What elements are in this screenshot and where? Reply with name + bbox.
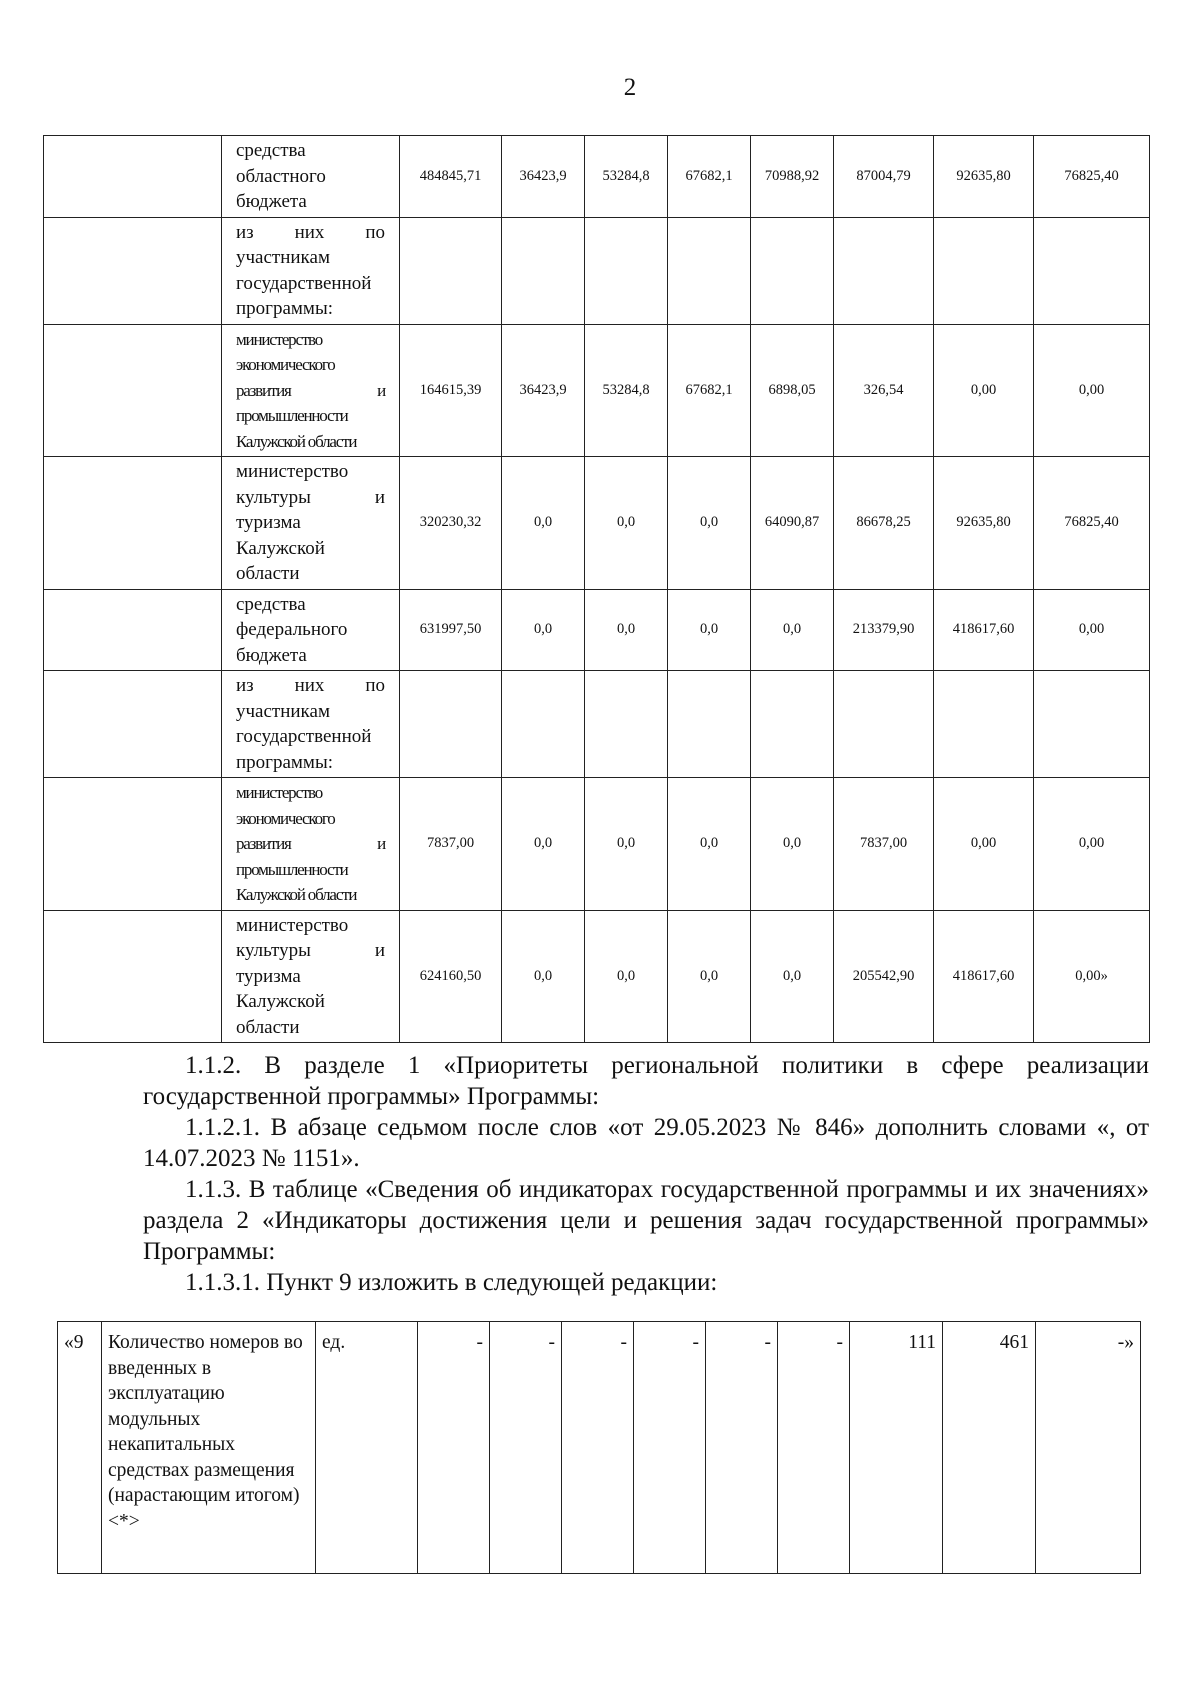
finance-value: 0,0 <box>585 910 668 1043</box>
finance-value: 418617,60 <box>934 589 1034 671</box>
finance-row-label-line: культуры и <box>236 486 385 508</box>
finance-empty-cell <box>44 671 222 778</box>
finance-row-label-line: средства <box>236 593 306 615</box>
finance-row-label-line: бюджета <box>236 644 307 666</box>
finance-value <box>502 217 585 324</box>
finance-empty-cell <box>44 778 222 911</box>
finance-row-label <box>222 589 400 671</box>
finance-value: 53284,8 <box>585 136 668 218</box>
finance-row <box>44 324 1150 457</box>
finance-value <box>585 217 668 324</box>
finance-value: 6898,05 <box>751 324 834 457</box>
finance-value: 0,0 <box>585 778 668 911</box>
finance-row <box>44 671 1150 778</box>
indicator-table <box>57 1321 1141 1574</box>
finance-row-label-line: средства <box>236 140 306 161</box>
finance-value: 87004,79 <box>834 136 934 218</box>
finance-value: 0,0 <box>585 457 668 590</box>
finance-row-label-line: государственной <box>236 726 372 747</box>
indicator-value: - <box>418 1322 490 1574</box>
finance-empty-cell <box>44 589 222 671</box>
finance-empty-cell <box>44 457 222 590</box>
finance-value: 0,0 <box>668 589 751 671</box>
finance-value <box>1034 217 1150 324</box>
finance-value <box>400 671 502 778</box>
finance-value <box>834 671 934 778</box>
finance-row-label-line: федерального <box>236 619 348 640</box>
indicator-value: 111 <box>850 1322 943 1574</box>
finance-value: 624160,50 <box>400 910 502 1043</box>
finance-value: 0,00 <box>934 778 1034 911</box>
finance-value: 92635,80 <box>934 136 1034 218</box>
finance-value: 631997,50 <box>400 589 502 671</box>
finance-row-label-line: программы: <box>236 751 333 773</box>
finance-row <box>44 457 1150 590</box>
finance-value: 484845,71 <box>400 136 502 218</box>
finance-row-label <box>222 324 400 457</box>
finance-row-label-line: промышленности <box>236 859 348 879</box>
finance-value: 0,0 <box>668 910 751 1043</box>
indicator-number: «9 <box>58 1322 102 1574</box>
finance-row-label <box>222 671 400 778</box>
finance-value <box>751 671 834 778</box>
finance-row-label-line: из них по <box>236 221 385 243</box>
indicator-row-9 <box>58 1322 1141 1574</box>
finance-value: 0,00 <box>934 324 1034 457</box>
finance-empty-cell <box>44 217 222 324</box>
indicator-value: - <box>706 1322 778 1574</box>
finance-empty-cell <box>44 136 222 218</box>
finance-value: 0,0 <box>668 457 751 590</box>
finance-value: 76825,40 <box>1034 136 1150 218</box>
finance-value <box>668 671 751 778</box>
finance-row <box>44 778 1150 911</box>
indicator-value: - <box>490 1322 562 1574</box>
finance-row-label-line: промышленности <box>236 406 348 425</box>
finance-row-label-line: министерство <box>236 783 323 802</box>
finance-value: 7837,00 <box>834 778 934 911</box>
finance-row <box>44 589 1150 671</box>
finance-row-label-line: экономического <box>236 808 335 828</box>
indicator-value: - <box>778 1322 850 1574</box>
finance-value <box>502 671 585 778</box>
finance-value: 0,0 <box>502 457 585 590</box>
finance-row-label-line: областного <box>236 165 326 187</box>
finance-row-label-line: участникам <box>236 700 330 722</box>
finance-value: 0,0 <box>751 778 834 911</box>
finance-row-label-line: Калужской <box>236 537 325 559</box>
paragraph-1-1-3-1: 1.1.3.1. Пункт 9 изложить в следующей редакции: <box>185 1269 718 1296</box>
indicator-value: - <box>562 1322 634 1574</box>
finance-row-label-line: бюджета <box>236 191 307 212</box>
paragraph-1-1-3: 1.1.3. В таблице «Сведения об индикаторах государственной программы и их значениях» раздела 2 «Индикаторы достижения цели и решения задач государственной программы» Программы: <box>143 1176 1149 1265</box>
finance-row-label-line: развития и <box>236 380 385 400</box>
finance-table <box>43 135 1150 1043</box>
finance-row-label-line: министерство <box>236 461 349 482</box>
finance-row-label-line: области <box>236 563 300 584</box>
finance-value: 53284,8 <box>585 324 668 457</box>
finance-row-label-line: государственной <box>236 272 372 294</box>
finance-value: 64090,87 <box>751 457 834 590</box>
indicator-value: 461 <box>943 1322 1036 1574</box>
finance-row <box>44 910 1150 1043</box>
finance-row-label <box>222 457 400 590</box>
finance-row-label <box>222 778 400 911</box>
finance-empty-cell <box>44 324 222 457</box>
finance-empty-cell <box>44 910 222 1043</box>
finance-value <box>834 217 934 324</box>
finance-value: 76825,40 <box>1034 457 1150 590</box>
finance-row-label-line: программы: <box>236 298 333 319</box>
finance-value <box>751 217 834 324</box>
finance-value <box>934 217 1034 324</box>
indicator-value: -» <box>1036 1322 1141 1574</box>
paragraph-1-1-2-1: 1.1.2.1. В абзаце седьмом после слов «от 29.05.2023 № 846» дополнить словами «, от 14.07.2023 № 1151». <box>143 1114 1149 1172</box>
finance-row-label-line: туризма <box>236 512 301 533</box>
finance-value: 0,0 <box>502 778 585 911</box>
finance-value <box>934 671 1034 778</box>
finance-value: 0,00 <box>1034 324 1150 457</box>
finance-value: 0,0 <box>502 910 585 1043</box>
finance-value: 36423,9 <box>502 136 585 218</box>
finance-value: 36423,9 <box>502 324 585 457</box>
indicator-unit: ед. <box>316 1322 418 1574</box>
finance-row-label-line: из них по <box>236 675 385 696</box>
finance-value: 205542,90 <box>834 910 934 1043</box>
finance-row-label-line: министерство <box>236 329 323 349</box>
finance-value: 67682,1 <box>668 136 751 218</box>
finance-value: 0,0 <box>751 910 834 1043</box>
finance-value: 326,54 <box>834 324 934 457</box>
finance-value: 7837,00 <box>400 778 502 911</box>
finance-row-label-line: туризма <box>236 965 301 987</box>
finance-row-label-line: развития и <box>236 834 385 853</box>
finance-value: 0,0 <box>502 589 585 671</box>
finance-row <box>44 136 1150 218</box>
finance-value <box>400 217 502 324</box>
paragraph-1-1-2: 1.1.2. В разделе 1 «Приоритеты региональной политики в сфере реализации государственной программы» Программы: <box>143 1052 1149 1110</box>
finance-value <box>1034 671 1150 778</box>
indicator-name: Количество номеров во введенных в эксплуатацию модульных некапитальных средствах размещения (нарастающим итогом) <*> <box>102 1322 316 1574</box>
finance-row-label <box>222 136 400 218</box>
finance-row-label-line: Калужской <box>236 991 325 1012</box>
finance-value: 0,00 <box>1034 778 1150 911</box>
finance-row-label <box>222 217 400 324</box>
finance-value: 0,0 <box>585 589 668 671</box>
finance-value: 92635,80 <box>934 457 1034 590</box>
page-number: 2 <box>623 74 637 101</box>
finance-row-label-line: участникам <box>236 247 330 268</box>
finance-row-label-line: культуры и <box>236 940 385 961</box>
finance-value: 0,00» <box>1034 910 1150 1043</box>
finance-value: 320230,32 <box>400 457 502 590</box>
finance-value: 67682,1 <box>668 324 751 457</box>
indicator-value: - <box>634 1322 706 1574</box>
finance-row-label-line: министерство <box>236 914 349 936</box>
finance-value <box>668 217 751 324</box>
finance-value: 213379,90 <box>834 589 934 671</box>
finance-value: 0,0 <box>668 778 751 911</box>
finance-value: 0,0 <box>751 589 834 671</box>
finance-value: 86678,25 <box>834 457 934 590</box>
finance-row-label-line: Калужской области <box>236 431 357 451</box>
finance-row-label-line: области <box>236 1016 300 1038</box>
finance-row-label-line: экономического <box>236 355 335 374</box>
finance-value: 0,00 <box>1034 589 1150 671</box>
finance-value: 418617,60 <box>934 910 1034 1043</box>
finance-value: 70988,92 <box>751 136 834 218</box>
finance-row <box>44 217 1150 324</box>
finance-value: 164615,39 <box>400 324 502 457</box>
finance-row-label-line: Калужской области <box>236 885 357 904</box>
finance-value <box>585 671 668 778</box>
finance-row-label <box>222 910 400 1043</box>
